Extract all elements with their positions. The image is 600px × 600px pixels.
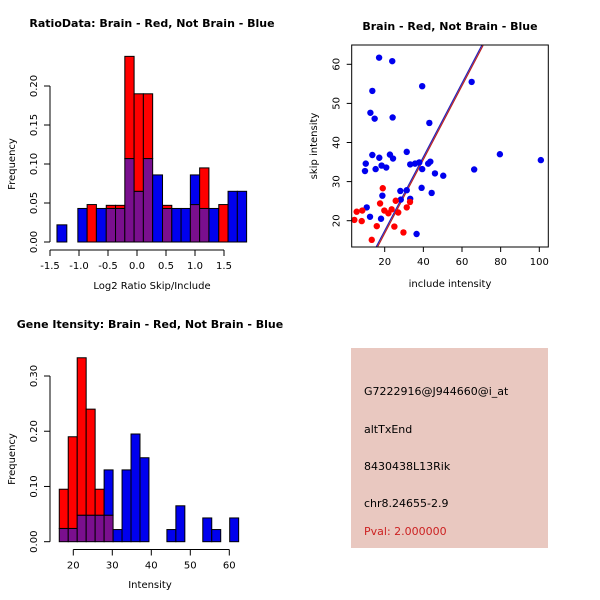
x-tick-label: 0.0 [129,261,145,272]
scatter-point-red [369,237,375,243]
scatter-point-red [393,198,399,204]
histogram-bar-blue [230,518,239,542]
y-tick-label: 40 [331,136,343,149]
scatter-point-blue [397,188,403,194]
histogram-bar-red [163,205,172,208]
histogram-bar-blue [181,208,190,242]
x-tick-label: 0.5 [158,261,174,272]
y-tick-label: 60 [331,57,343,71]
scatter-point-blue [389,114,395,120]
histogram-bar-blue [96,208,106,242]
scatter-point-blue [372,166,378,172]
histogram-bar-red [59,489,68,528]
x-axis-label: Intensity [128,580,172,591]
x-tick-label: 60 [455,257,469,268]
probe-id-text: G7222916@J944660@i_at [364,385,509,398]
histogram-bar-blue [104,470,113,515]
histogram-bar-blue [203,518,212,542]
histogram-bar-red [68,437,77,529]
scatter-point-red [404,204,410,210]
scatter-point-blue [369,88,375,94]
histogram-bar-red [200,168,209,209]
histogram-bar-overlap [95,515,104,542]
histogram-bar-overlap [163,208,172,242]
scatter-point-blue [363,160,369,166]
scatter-point-blue [419,166,425,172]
histogram-bar-blue [140,458,149,542]
histogram-bar-blue [122,470,131,542]
histogram-bar-blue [78,208,87,242]
intensity-scatter-panel [300,0,600,300]
scatter-point-blue [413,231,419,237]
histogram-bar-red [77,358,86,515]
histogram-bar-blue [190,175,199,205]
scatter-point-blue [404,149,410,155]
gene-info-panel [351,348,548,548]
x-tick-label: 80 [494,257,508,268]
histogram-bar-red [95,489,104,515]
histogram-bar-red [116,205,125,208]
scatter-point-blue [418,185,424,191]
event-type-text: altTxEnd [364,423,413,436]
scatter-point-blue [426,120,432,126]
histogram-bar-red [134,94,143,192]
x-tick-label: 40 [416,257,430,268]
histogram-bar-overlap [59,528,68,541]
scatter-point-red [395,209,401,215]
y-tick-label: 0.20 [29,420,40,443]
scatter-point-blue [419,83,425,89]
histogram-bar-blue [209,208,219,242]
x-tick-label: 50 [183,560,197,572]
x-tick-label: -1.5 [40,261,60,272]
scatter-point-blue [367,110,373,116]
location-text: chr8.24655-2.9 [364,497,449,510]
scatter-point-blue [432,170,438,176]
x-axis-label: Log2 Ratio Skip/Include [93,281,211,292]
histogram-bar-red [106,205,115,208]
scatter-point-blue [440,173,446,179]
histogram-bar-blue [172,208,181,242]
histogram-bar-overlap [77,515,86,542]
y-tick-label: 0.10 [29,475,40,498]
x-tick-label: 20 [66,560,80,572]
x-tick-label: 60 [222,560,236,572]
scatter-point-blue [390,155,396,161]
chart-title: RatioData: Brain - Red, Not Brain - Blue [29,17,275,30]
scatter-point-blue [369,152,375,158]
y-tick-label: 0.00 [29,230,40,254]
scatter-point-red [391,223,397,229]
scatter-point-blue [416,159,422,165]
chart-title: Brain - Red, Not Brain - Blue [362,20,538,33]
gene-name-text: 8430438L13Rik [364,460,451,473]
fit-line-red [378,46,484,247]
scatter-point-blue [497,151,503,157]
histogram-bar-red [143,94,152,159]
histogram-bar-overlap [86,515,95,542]
y-tick-label: 0.05 [29,191,40,215]
fit-line-blue [376,46,482,247]
x-tick-label: 30 [105,560,119,572]
scatter-point-red [359,207,365,213]
scatter-point-red [374,223,380,229]
x-tick-label: 1.0 [187,261,203,272]
y-axis-label: skip intensity [309,112,320,180]
y-tick-label: 0.00 [29,530,40,553]
histogram-bar-overlap [200,208,209,242]
y-tick-label: 0.10 [29,152,40,176]
scatter-point-blue [371,115,377,121]
y-tick-label: 20 [331,214,343,228]
histogram-bar-overlap [190,205,199,242]
histogram-bar-red [219,205,228,242]
x-tick-label: 100 [529,257,549,268]
scatter-point-blue [425,160,431,166]
scatter-point-red [380,185,386,191]
scatter-point-red [407,199,413,205]
histogram-bar-overlap [116,208,125,242]
scatter-point-red [359,218,365,224]
scatter-point-red [400,229,406,235]
scatter-point-blue [404,187,410,193]
scatter-point-blue [378,216,384,222]
histogram-bar-blue [113,530,122,542]
scatter-point-blue [376,54,382,60]
x-tick-label: 1.5 [216,261,232,272]
scatter-point-blue [383,164,389,170]
chart-title: Gene Itensity: Brain - Red, Not Brain - Blue [16,318,284,331]
histogram-bar-blue [237,191,246,242]
scatter-point-blue [471,166,477,172]
gene-intensity-histogram-panel [0,300,300,600]
y-tick-label: 30 [331,175,343,188]
histogram-bar-red [125,56,134,158]
y-tick-label: 0.15 [29,113,40,137]
scatter-point-blue [428,190,434,196]
x-tick-label: 20 [378,257,392,268]
y-tick-label: 0.20 [29,74,40,98]
scatter-point-red [377,200,383,206]
histogram-bar-blue [57,225,67,242]
scatter-point-red [388,206,394,212]
scatter-point-blue [538,157,544,163]
x-tick-label: -1.0 [69,261,89,272]
y-tick-label: 50 [331,97,343,110]
scatter-point-red [353,209,359,215]
scatter-point-blue [376,155,382,161]
histogram-bar-overlap [134,191,143,242]
scatter-point-blue [389,58,395,64]
x-tick-label: -0.5 [98,261,118,272]
histogram-bar-overlap [104,515,113,542]
y-tick-label: 0.30 [29,364,40,388]
x-tick-label: 40 [144,560,158,572]
histogram-bar-blue [167,530,176,542]
y-axis-label: Frequency [7,433,18,485]
histogram-bar-overlap [143,159,152,242]
scatter-point-blue [468,79,474,85]
y-axis-label: Frequency [7,138,18,190]
histogram-bar-blue [131,434,140,542]
scatter-point-blue [362,168,368,174]
scatter-point-blue [379,192,385,198]
x-axis-label: include intensity [408,279,492,290]
histogram-bar-overlap [68,528,77,541]
histogram-bar-blue [212,530,221,542]
histogram-bar-blue [228,191,237,242]
scatter-point-blue [367,214,373,220]
histogram-bar-blue [176,506,185,542]
histogram-bar-red [87,205,96,242]
histogram-bar-overlap [125,159,134,242]
histogram-bar-blue [153,175,163,242]
pval-text: Pval: 2.000000 [364,525,447,538]
histogram-bar-overlap [106,208,115,242]
scatter-point-blue [407,161,413,167]
histogram-bar-red [86,409,95,515]
ratio-histogram-panel [0,0,300,300]
